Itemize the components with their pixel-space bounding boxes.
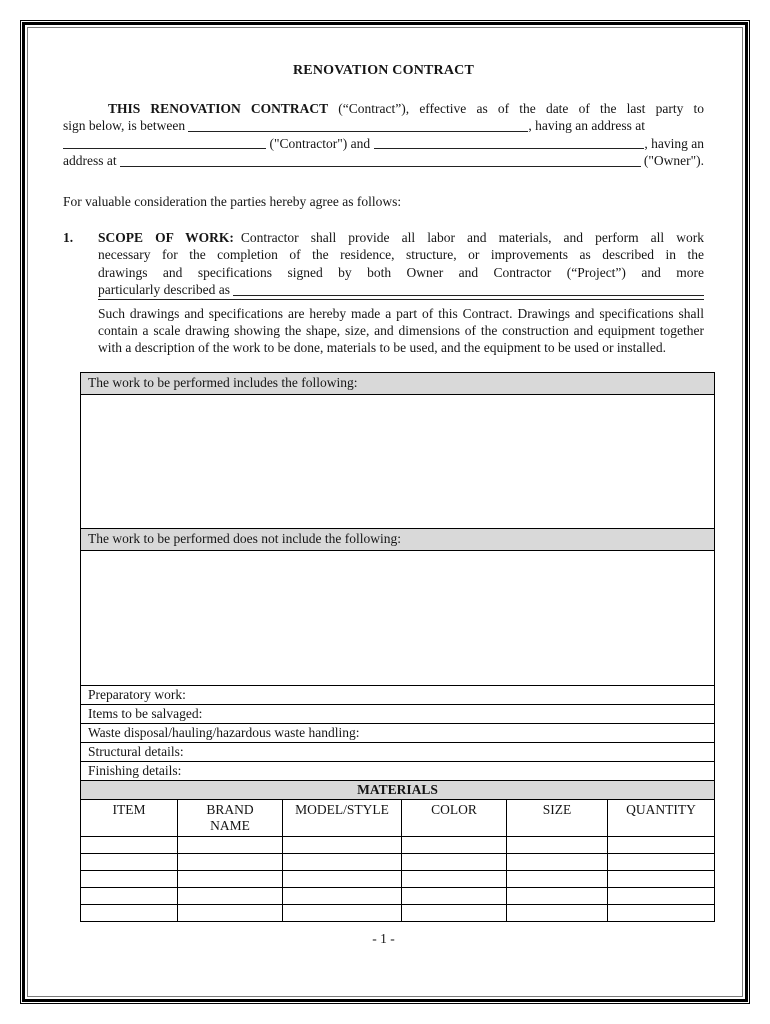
materials-cell[interactable] (402, 853, 507, 870)
materials-cell[interactable] (507, 887, 608, 904)
intro-line3-label: ("Contractor") and (266, 135, 374, 151)
waste-disposal-field[interactable]: Waste disposal/hauling/hazardous waste handling: (81, 723, 715, 742)
items-salvaged-field[interactable]: Items to be salvaged: (81, 704, 715, 723)
materials-cell[interactable] (608, 836, 715, 853)
table-row (81, 704, 715, 723)
intro-line4-label: address at (63, 153, 120, 169)
materials-cell[interactable] (402, 836, 507, 853)
owner-address-blank[interactable] (120, 166, 641, 167)
materials-cell[interactable] (283, 904, 402, 921)
drawings-paragraph: Such drawings and specifications are hereby made a part of this Contract. Drawings and specifications shall contain a scale drawing showing the shape, size, and dimensions of the construction and equipment together with a description of the work to be done, materials to be used, and the equipment to be used or installed. (98, 305, 704, 356)
structural-details-field[interactable]: Structural details: (81, 742, 715, 761)
scope-line-3: drawings and specifications signed by both Owner and Contractor (“Project”) and more (98, 264, 704, 280)
column-header-item: ITEM (81, 799, 178, 836)
scope-line4-label: particularly described as (98, 282, 234, 298)
page-content (27, 27, 743, 997)
table-row (81, 780, 715, 799)
intro-line2-label: sign below, is between (63, 118, 189, 134)
work-includes-area[interactable] (81, 394, 715, 528)
table-row (81, 723, 715, 742)
materials-cell[interactable] (178, 870, 283, 887)
scope-line-2: necessary for the completion of the residence, structure, or improvements as described in the (98, 247, 704, 263)
intro-line4-label-after: ("Owner"). (640, 153, 704, 169)
owner-name-blank[interactable] (374, 148, 645, 149)
table-row (81, 528, 715, 550)
materials-cell[interactable] (81, 836, 178, 853)
finishing-details-field[interactable]: Finishing details: (81, 761, 715, 780)
materials-cell[interactable] (178, 853, 283, 870)
materials-row (81, 870, 715, 887)
intro-line3-label-after: , having an (644, 135, 704, 151)
materials-cell[interactable] (81, 870, 178, 887)
scope-line-5 (98, 299, 704, 303)
scope-of-work-section (63, 229, 704, 357)
materials-cell[interactable] (507, 870, 608, 887)
materials-header-row (81, 799, 715, 836)
materials-cell[interactable] (402, 870, 507, 887)
materials-cell[interactable] (283, 870, 402, 887)
table-row (81, 394, 715, 528)
materials-cell[interactable] (178, 836, 283, 853)
scope-line-1 (98, 229, 704, 246)
project-description-blank-2[interactable] (98, 299, 704, 300)
materials-cell[interactable] (608, 853, 715, 870)
materials-cell[interactable] (402, 904, 507, 921)
column-header-quantity: QUANTITY (608, 799, 715, 836)
materials-cell[interactable] (507, 904, 608, 921)
intro-line2-label-after: , having an address at (528, 118, 645, 134)
column-header-model-style: MODEL/STYLE (283, 799, 402, 836)
consideration-clause: For valuable consideration the parties hereby agree as follows: (63, 193, 402, 209)
materials-row (81, 836, 715, 853)
page-title: RENOVATION CONTRACT (292, 63, 475, 78)
intro-line-3 (63, 135, 704, 152)
materials-cell[interactable] (81, 887, 178, 904)
table-row (81, 761, 715, 780)
column-header-size: SIZE (507, 799, 608, 836)
materials-cell[interactable] (507, 853, 608, 870)
materials-cell[interactable] (283, 836, 402, 853)
page-number: - 1 - (372, 930, 395, 946)
scope-line1-text: Contractor shall provide all labor and materials, and perform all work (240, 230, 704, 246)
materials-cell[interactable] (608, 904, 715, 921)
materials-section-header: MATERIALS (81, 780, 715, 799)
intro-line-1 (63, 100, 704, 117)
intro-lead-bold: THIS RENOVATION CONTRACT (108, 101, 329, 116)
intro-paragraph (63, 100, 704, 170)
column-header-color: COLOR (402, 799, 507, 836)
table-row (81, 372, 715, 394)
page-border-outer (20, 20, 750, 1004)
table-row (81, 685, 715, 704)
scope-line-4 (98, 281, 704, 298)
work-includes-header: The work to be performed includes the following: (81, 372, 715, 394)
work-excludes-area[interactable] (81, 550, 715, 685)
contractor-name-blank[interactable] (188, 131, 528, 132)
contractor-address-blank[interactable] (63, 148, 266, 149)
materials-cell[interactable] (507, 836, 608, 853)
materials-row (81, 887, 715, 904)
page-border-thick (22, 22, 748, 1002)
materials-cell[interactable] (178, 904, 283, 921)
materials-cell[interactable] (81, 904, 178, 921)
intro-line-2 (63, 117, 645, 134)
section-number: 1. (63, 230, 74, 246)
intro-lead-rest: (“Contract”), effective as of the date of the last party to (328, 101, 704, 116)
table-row (81, 742, 715, 761)
materials-cell[interactable] (178, 887, 283, 904)
intro-line-4 (63, 152, 704, 169)
materials-cell[interactable] (283, 853, 402, 870)
materials-cell[interactable] (81, 853, 178, 870)
scope-heading: SCOPE OF WORK: (98, 230, 234, 246)
materials-cell[interactable] (608, 870, 715, 887)
materials-cell[interactable] (283, 887, 402, 904)
scope-body (98, 229, 704, 357)
table-row (81, 550, 715, 685)
materials-row (81, 904, 715, 921)
project-description-blank[interactable] (233, 295, 704, 296)
work-excludes-header: The work to be performed does not include the following: (81, 528, 715, 550)
materials-cell[interactable] (608, 887, 715, 904)
materials-cell[interactable] (402, 887, 507, 904)
work-details-table (80, 372, 715, 922)
preparatory-work-field[interactable]: Preparatory work: (81, 685, 715, 704)
column-header-brand-name: BRAND NAME (178, 799, 283, 836)
materials-row (81, 853, 715, 870)
